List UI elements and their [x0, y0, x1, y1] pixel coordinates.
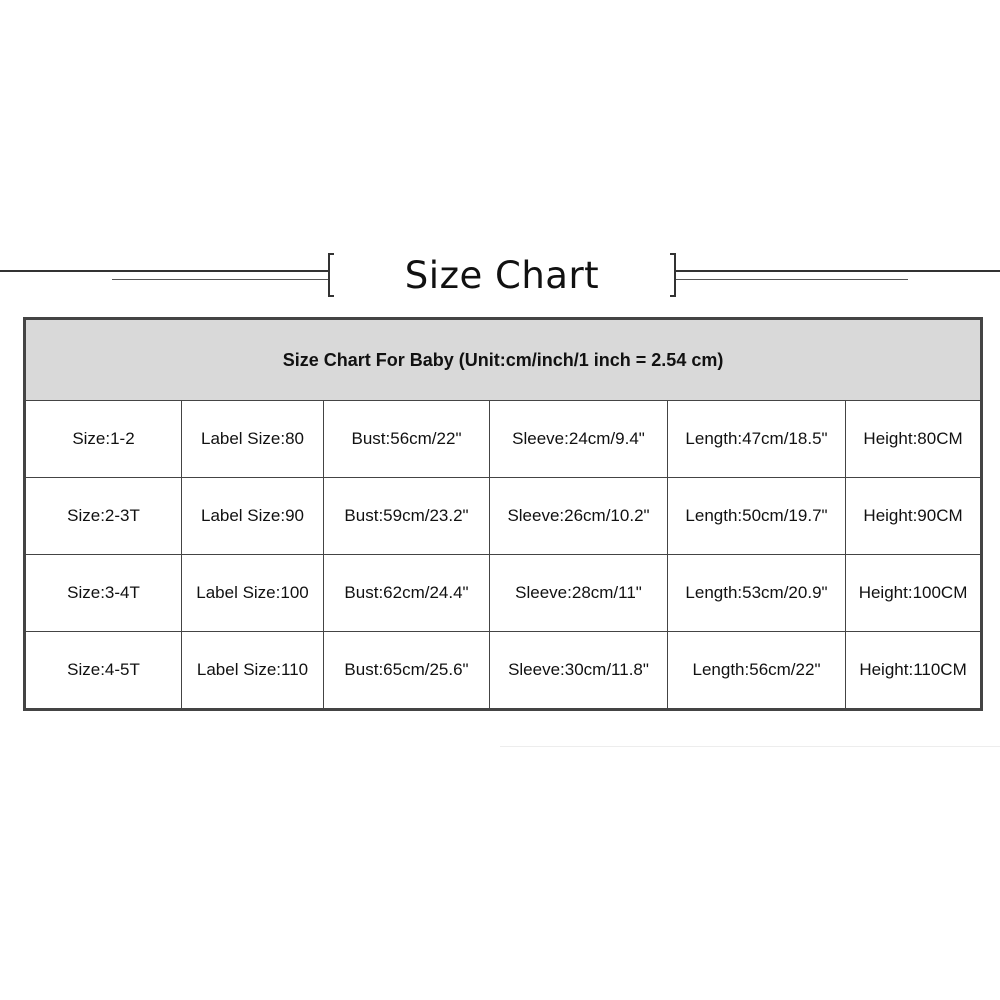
title-underline-right — [676, 279, 908, 280]
table-row — [25, 632, 982, 710]
cell-length: Length:53cm/20.9" — [668, 555, 846, 632]
cell-size: Size:2-3T — [25, 478, 182, 555]
cell-size: Size:1-2 — [25, 401, 182, 478]
page-title: Size Chart — [404, 253, 600, 297]
cell-length: Length:47cm/18.5" — [668, 401, 846, 478]
table-heading: Size Chart For Baby (Unit:cm/inch/1 inch = 2.54 cm) — [25, 319, 982, 401]
cell-sleeve: Sleeve:26cm/10.2" — [490, 478, 668, 555]
cell-length: Length:56cm/22" — [668, 632, 846, 710]
cell-height: Height:100CM — [846, 555, 982, 632]
title-frame — [328, 253, 676, 297]
title-rule-left — [0, 270, 328, 272]
cell-height: Height:90CM — [846, 478, 982, 555]
cell-sleeve: Sleeve:30cm/11.8" — [490, 632, 668, 710]
size-chart-table — [23, 317, 983, 711]
cell-height: Height:110CM — [846, 632, 982, 710]
cell-label-size: Label Size:90 — [182, 478, 324, 555]
cell-sleeve: Sleeve:24cm/9.4" — [490, 401, 668, 478]
table-header-row — [25, 319, 982, 401]
cell-label-size: Label Size:80 — [182, 401, 324, 478]
table-row — [25, 478, 982, 555]
cell-size: Size:3-4T — [25, 555, 182, 632]
cell-size: Size:4-5T — [25, 632, 182, 710]
cell-length: Length:50cm/19.7" — [668, 478, 846, 555]
cell-height: Height:80CM — [846, 401, 982, 478]
cell-sleeve: Sleeve:28cm/11" — [490, 555, 668, 632]
title-underline-left — [112, 279, 328, 280]
title-rule-right — [676, 270, 1000, 272]
table-row — [25, 555, 982, 632]
cell-label-size: Label Size:100 — [182, 555, 324, 632]
cell-bust: Bust:56cm/22" — [324, 401, 490, 478]
cell-bust: Bust:59cm/23.2" — [324, 478, 490, 555]
cell-bust: Bust:65cm/25.6" — [324, 632, 490, 710]
cell-label-size: Label Size:110 — [182, 632, 324, 710]
faint-divider — [500, 746, 1000, 747]
cell-bust: Bust:62cm/24.4" — [324, 555, 490, 632]
table-row — [25, 401, 982, 478]
